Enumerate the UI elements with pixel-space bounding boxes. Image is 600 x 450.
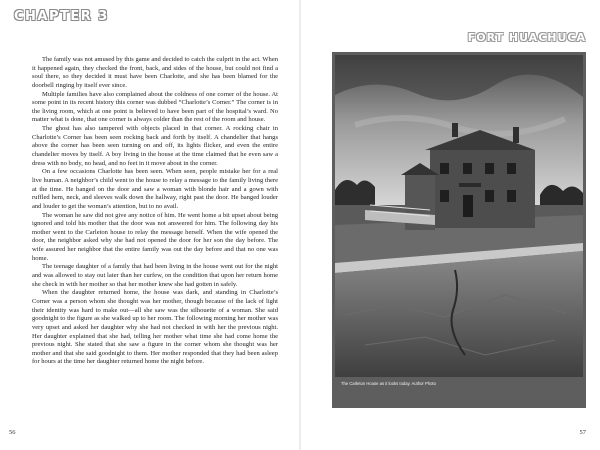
body-text-column	[32, 56, 278, 424]
page-gutter	[299, 0, 301, 450]
photo-frame	[332, 52, 586, 408]
paragraph-4: On a few occasions Charlotte has been seen. When seen, people mistake her for a real live human. A neighbor’s child went to the house to relay a message to the family living there at the time. He banged on the door and saw a woman with blonde hair and a gown with ruffled hem, neck, and sleeves walk down the hallway, right past the door. He banged louder and louder to get the woman’s attention, but to no avail.	[32, 168, 278, 210]
paragraph-1: The family was not amused by this game and decided to catch the culprit in the act. When it happened again, they checked the front, back, and sides of the house, but could not find a soul there, so they decided it must have been Charlotte, and she has been blamed for the doorbell ringing by itself ever since.	[32, 56, 278, 89]
paragraph-6: The teenage daughter of a family that had been living in the house went out for the night and was allowed to stay out later than her curfew, on the condition that upon her return home she check in with her mother so that her mother knew she had gotten in safely.	[32, 263, 278, 288]
paragraph-3: The ghost has also tampered with objects placed in that corner. A rocking chair in Charlotte’s Corner has been seen rocking back and forth by itself. A chandelier that hangs above the corner has been seen turning on and off, its lights flicker, and even the entire chandelier moves by itself. A boy living in the house at the time claimed that he even saw a dress with no body, no head, and no feet in it move about in the corner.	[32, 125, 278, 167]
carleton-house-photo	[335, 55, 583, 377]
running-header: FORT HUACHUCA	[467, 31, 586, 44]
photo-caption: The Carleton House as it looks today. Author Photo	[341, 381, 436, 386]
paragraph-7: When the daughter returned home, the house was dark, and standing in Charlotte’s Corner was a person whom she thought was her mother, though because of the lack of light their identity was hard to make out—all she saw was the silhouette of a woman. She said goodnight to the figure as she walked up to her room. The following morning her mother was very upset and asked her daughter why she had not checked in with her the previous night. Her daughter explained that she had, telling her mother what time she had come home the previous night. She stated that she saw a figure in the corner whom she thought was her mother and that she said goodnight to them. Her mother responded that they had been asleep for hours at the time her daughter returned home the night before.	[32, 289, 278, 366]
paragraph-2: Multiple families have also complained about the coldness of one corner of the house. At some point in its recent history this corner was dubbed “Charlotte’s Corner.” The corner is in the living room, which at one point is believed to have been part of the hospital’s ward. No matter what is done, that one corner is always colder than the rest of the room and house.	[32, 90, 278, 124]
chapter-label: CHAPTER 3	[14, 9, 109, 24]
page-number-left: 56	[9, 429, 16, 436]
page-number-right: 57	[579, 429, 586, 436]
paragraph-5: The woman he saw did not give any notice of him. He went home a bit upset about being ignored and told his mother that the door was not answered for him. The following day his mother went to the Carleton house to relay the message herself. When the wife opened the door, the neighbor asked why she had not opened the door for her son the day before. The wife assured her neighbor that the entire family was out the day before and that no one was home.	[32, 211, 278, 262]
